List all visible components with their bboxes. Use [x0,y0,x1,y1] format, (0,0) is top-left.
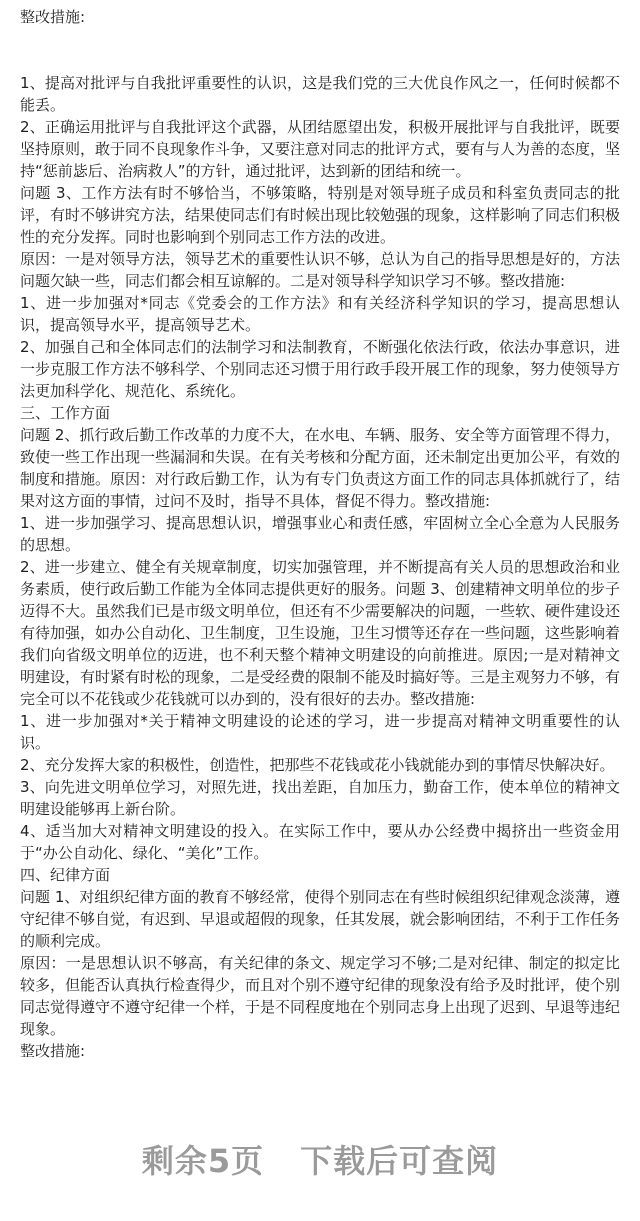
paragraph: 三、工作方面 [20,404,111,422]
paragraph-list [20,72,620,1062]
paragraph: 四、纪律方面 [20,866,111,884]
paragraph: 1、进一步加强学习、提高思想认识，增强事业心和责任感，牢固树立全心全意为人民服务的思想。 [20,514,620,554]
spacer [20,28,620,72]
paragraph: 问题 2、抓行政后勤工作改革的力度不大，在水电、车辆、服务、安全等方面管理不得力，致使一些工作出现一些漏洞和失误。在有关考核和分配方面，还未制定出更加公平，有效的制度和措施。原因：对行政后勤工作，认为有专门负责这方面工作的同志具体抓就行了，结果对这方面的事情，过问不及时，指导不具体，督促不得力。整改措施: [20,426,621,510]
paragraph: 2、进一步建立、健全有关规章制度，切实加强管理，并不断提高有关人员的思想政治和业务素质，使行政后勤工作能为全体同志提供更好的服务。问题 3、创建精神文明单位的步子迈得不大。虽然我们已是市级文明单位，但还有不少需要解决的问题，一些软、硬件建设还有待加强，如办公自动化、卫生制度，卫生设施，卫生习惯等还存在一些问题，这些影响着我们向省级文明单位的迈进，也不利天整个精神文明建设的向前推进。原因;一是对精神文明建设，有时紧有时松的现象，二是受经费的限制不能及时搞好等。三是主观努力不够，有完全可以不花钱或少花钱就可以办到的，没有很好的去办。整改措施: [20,558,621,708]
paragraph: 2、加强自己和全体同志们的法制学习和法制教育，不断强化依法行政，依法办事意识，进一步克服工作方法不够科学、个别同志还习惯于用行政手段开展工作的现象，努力使领导方法更加科学化、规范化、系统化。 [20,338,621,400]
download-to-view-text: 下载后可查阅 [300,1142,499,1180]
paragraph: 整改措施: [20,1042,86,1060]
paragraph: 1、提高对批评与自我批评重要性的认识，这是我们党的三大优良作风之一，任何时候都不能丢。 [20,74,620,114]
paragraph: 1、进一步加强对*同志《党委会的工作方法》和有关经济科学知识的学习，提高思想认识，提高领导水平，提高领导艺术。 [20,294,620,334]
paragraph: 3、向先进文明单位学习，对照先进，找出差距，自加压力，勤奋工作，使本单位的精神文明建设能够再上新台阶。 [20,778,620,818]
remaining-pages-text: 剩余5页 [141,1142,265,1180]
paragraph: 2、正确运用批评与自我批评这个武器，从团结愿望出发，积极开展批评与自我批评，既要坚持原则，敢于同不良现象作斗争，又要注意对同志的批评方式，要有与人为善的态度，坚持“惩前毖后、治病救人”的方针，通过批评，达到新的团结和统一。 [20,118,621,180]
paragraph: 原因：一是思想认识不够高，有关纪律的条文、规定学习不够;二是对纪律、制定的拟定比较多，但能否认真执行检查得少，而且对个别不遵守纪律的现象没有给予及时批评，使个别同志觉得遵守不遵守纪律一个样，于是不同程度地在个别同志身上出现了迟到、早退等违纪现象。 [20,954,621,1038]
paragraph: 1、进一步加强对*关于精神文明建设的论述的学习，进一步提高对精神文明重要性的认识。 [20,712,620,752]
paragraph: 原因：一是对领导方法，领导艺术的重要性认识不够，总认为自己的指导思想是好的，方法问题欠缺一些，同志们都会相互谅解的。二是对领导科学知识学习不够。整改措施: [20,250,621,290]
paragraph: 2、充分发挥大家的积极性，创造性，把那些不花钱或花小钱就能办到的事情尽快解决好。 [20,756,615,774]
paragraph: 问题 1、对组织纪律方面的教育不够经常，使得个别同志在有些时候组织纪律观念淡薄，遵守纪律不够自觉，有迟到、早退或超假的现象，任其发展，就会影响团结，不利于工作任务的顺利完成。 [20,888,621,950]
document-body [20,6,620,1062]
paragraph: 问题 3、工作方法有时不够恰当，不够策略，特别是对领导班子成员和科室负责同志的批评，有时不够讲究方法，结果使同志们有时候出现比较勉强的现象，这样影响了同志们积极性的充分发挥。同时也影响到个别同志工作方法的改进。 [20,184,621,246]
paragraph: 4、适当加大对精神文明建设的投入。在实际工作中，要从办公经费中揭挤出一些资金用于“办公自动化、绿化、“美化”工作。 [20,822,620,862]
download-prompt[interactable] [0,1136,640,1182]
section-heading: 整改措施: [20,8,86,26]
